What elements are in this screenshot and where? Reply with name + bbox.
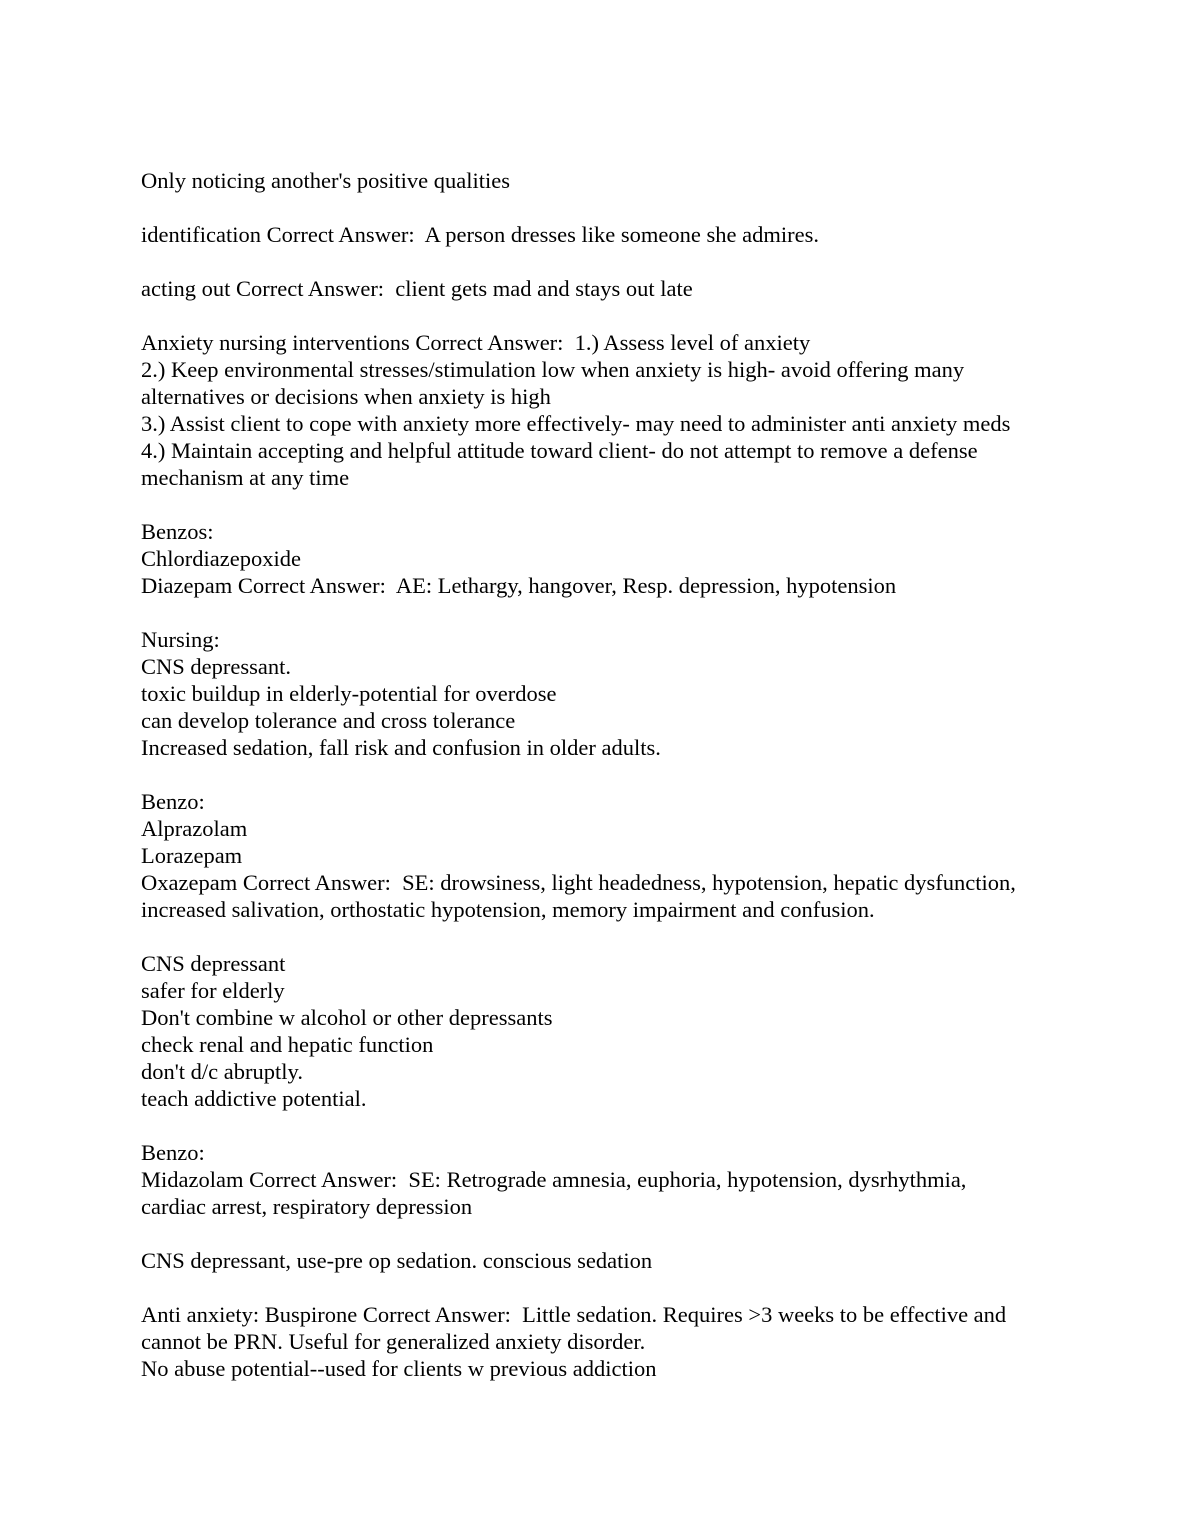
text-line: cardiac arrest, respiratory depression <box>141 1194 473 1219</box>
text-line: teach addictive potential. <box>141 1086 367 1111</box>
paragraph <box>141 275 1101 302</box>
text-line: acting out Correct Answer: client gets mad and stays out late <box>141 276 693 301</box>
text-line: Benzo: <box>141 789 205 814</box>
text-line: toxic buildup in elderly-potential for overdose <box>141 681 557 706</box>
text-line: No abuse potential--used for clients w previous addiction <box>141 1356 657 1381</box>
text-line: Nursing: <box>141 627 220 652</box>
text-line: 3.) Assist client to cope with anxiety more effectively- may need to administer anti anxiety meds <box>141 411 1011 436</box>
text-line: Lorazepam <box>141 843 243 868</box>
document-page <box>141 167 1101 1409</box>
text-line: CNS depressant <box>141 951 286 976</box>
paragraph <box>141 167 1101 194</box>
paragraph <box>141 1301 1101 1382</box>
text-line: Alprazolam <box>141 816 248 841</box>
text-line: 4.) Maintain accepting and helpful attitude toward client- do not attempt to remove a defense <box>141 438 978 463</box>
text-line: Only noticing another's positive qualities <box>141 168 510 193</box>
text-line: safer for elderly <box>141 978 285 1003</box>
text-line: Increased sedation, fall risk and confusion in older adults. <box>141 735 661 760</box>
text-line: Anxiety nursing interventions Correct Answer: 1.) Assess level of anxiety <box>141 330 811 355</box>
text-line: Oxazepam Correct Answer: SE: drowsiness, light headedness, hypotension, hepatic dysfunction, <box>141 870 1016 895</box>
text-line: mechanism at any time <box>141 465 350 490</box>
text-line: don't d/c abruptly. <box>141 1059 303 1084</box>
text-line: Anti anxiety: Buspirone Correct Answer: Little sedation. Requires >3 weeks to be effective and <box>141 1302 1007 1327</box>
paragraph <box>141 950 1101 1112</box>
text-line: Benzo: <box>141 1140 205 1165</box>
paragraph <box>141 329 1101 491</box>
paragraph <box>141 1247 1101 1274</box>
paragraph <box>141 221 1101 248</box>
text-line: Don't combine w alcohol or other depressants <box>141 1005 553 1030</box>
text-line: alternatives or decisions when anxiety is high <box>141 384 551 409</box>
paragraph <box>141 626 1101 761</box>
text-line: cannot be PRN. Useful for generalized anxiety disorder. <box>141 1329 646 1354</box>
text-line: Diazepam Correct Answer: AE: Lethargy, hangover, Resp. depression, hypotension <box>141 573 897 598</box>
text-line: Benzos: <box>141 519 214 544</box>
text-line: Chlordiazepoxide <box>141 546 301 571</box>
text-line: CNS depressant, use-pre op sedation. conscious sedation <box>141 1248 653 1273</box>
paragraph <box>141 518 1101 599</box>
text-line: can develop tolerance and cross tolerance <box>141 708 516 733</box>
text-line: check renal and hepatic function <box>141 1032 434 1057</box>
paragraph <box>141 1139 1101 1220</box>
text-line: increased salivation, orthostatic hypotension, memory impairment and confusion. <box>141 897 875 922</box>
text-line: identification Correct Answer: A person dresses like someone she admires. <box>141 222 819 247</box>
text-line: 2.) Keep environmental stresses/stimulation low when anxiety is high- avoid offering many <box>141 357 965 382</box>
text-line: Midazolam Correct Answer: SE: Retrograde amnesia, euphoria, hypotension, dysrhythmia, <box>141 1167 967 1192</box>
paragraph <box>141 788 1101 923</box>
text-line: CNS depressant. <box>141 654 291 679</box>
